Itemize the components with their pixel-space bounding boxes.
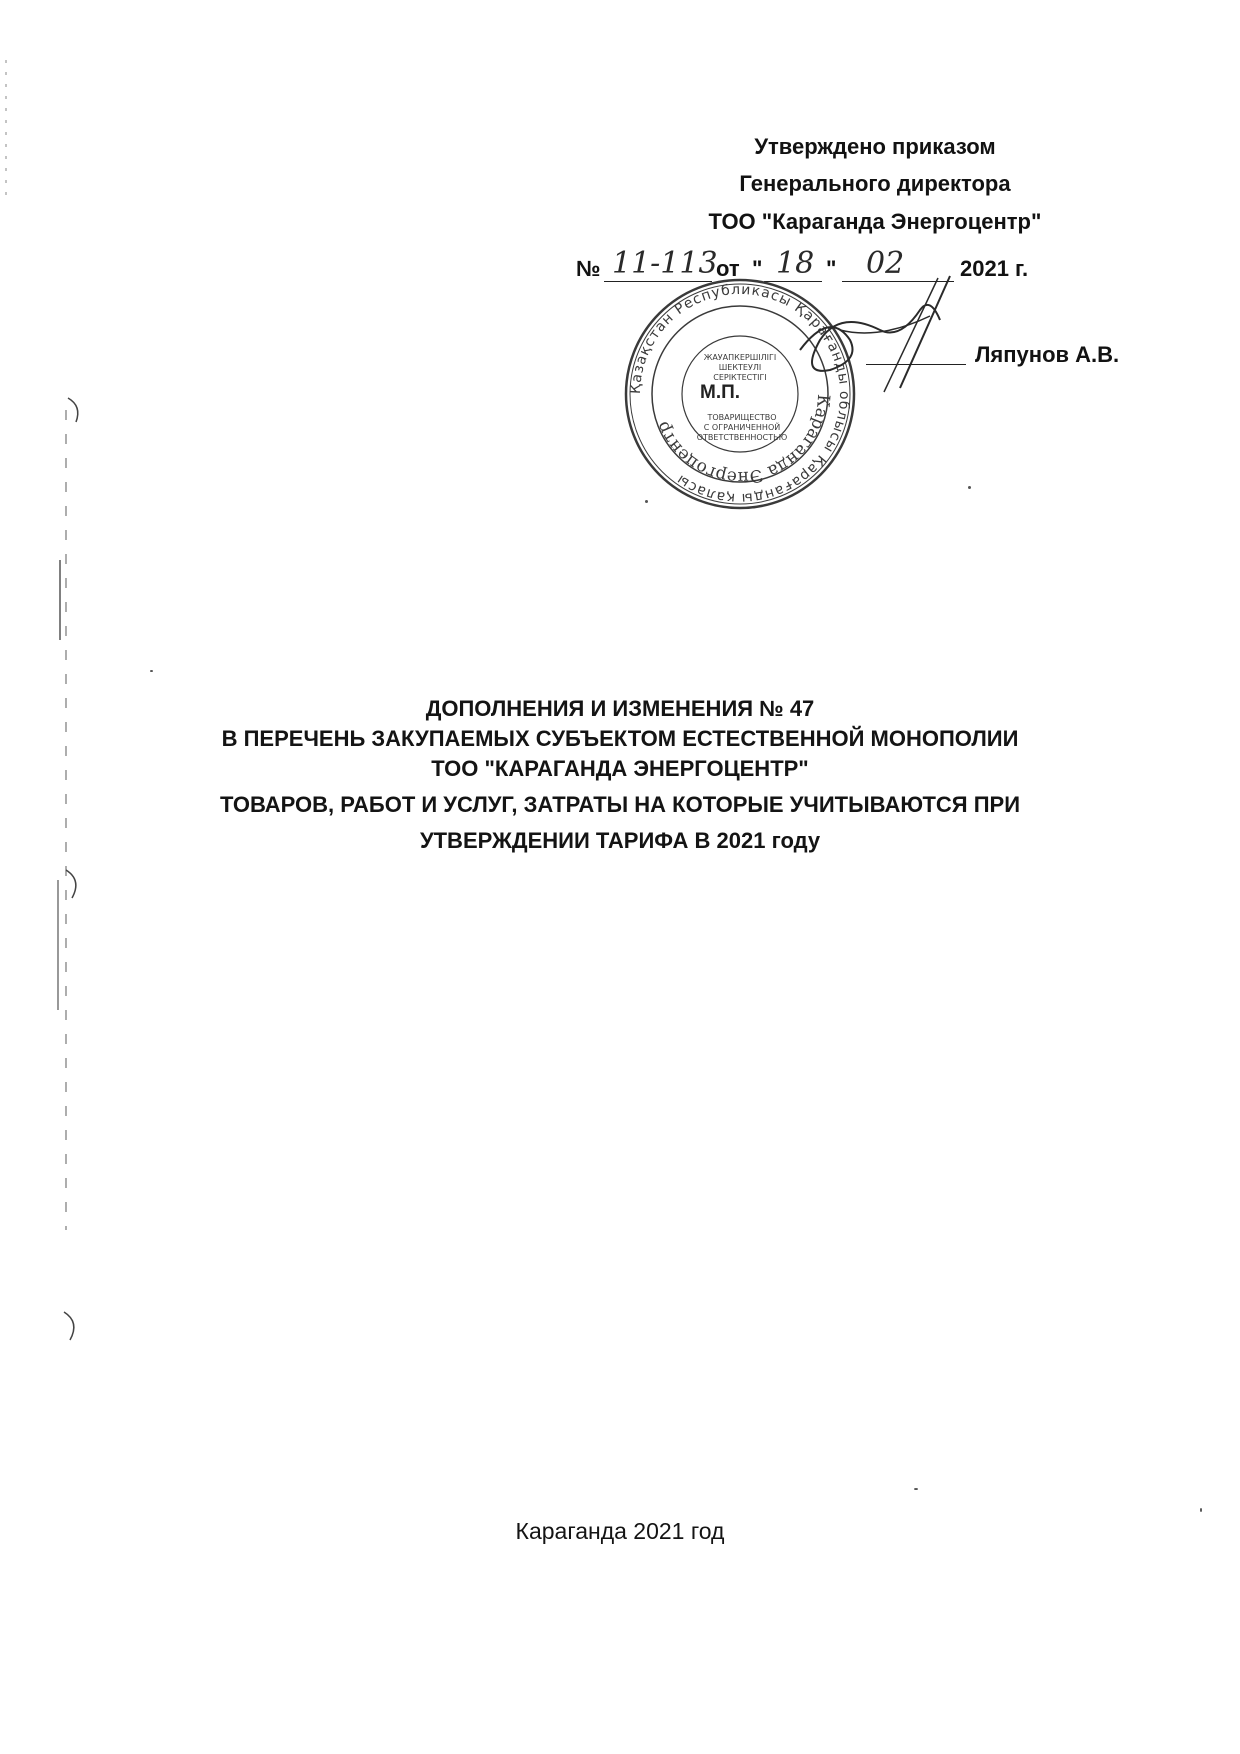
scan-speck: [150, 670, 153, 672]
svg-text:С ОГРАНИЧЕННОЙ: С ОГРАНИЧЕННОЙ: [703, 423, 781, 432]
svg-text:Қазақстан Республикасы Қараған: Қазақстан Республикасы Қарағанды облысы Қарағанды қаласы: [627, 281, 853, 507]
scan-speck: [914, 1488, 918, 1490]
scan-speck: [1200, 1508, 1202, 1512]
day-handwritten: 18: [776, 246, 815, 281]
stamp-mp-label: М.П.: [700, 382, 741, 403]
signer-name: Ляпунов А.В.: [975, 342, 1120, 367]
order-number-sign: №: [576, 256, 601, 281]
order-line: № 11-113 от " 18 " 02 2021 г.: [576, 246, 1029, 281]
approval-line-3: ТОО "Караганда Энергоцентр": [708, 209, 1042, 234]
signature-underline: [866, 364, 966, 365]
svg-text:Караганда Энергоцентр: Караганда Энергоцентр: [652, 393, 834, 488]
director-signature: [780, 270, 980, 400]
approval-line-2: Генерального директора: [739, 171, 1011, 196]
svg-text:СЕРІКТЕСТІГІ: СЕРІКТЕСТІГІ: [713, 373, 767, 382]
scan-edge-artifacts: [0, 0, 120, 1754]
scan-speck: [968, 486, 971, 489]
svg-text:ШЕКТЕУЛІ: ШЕКТЕУЛІ: [718, 363, 762, 372]
month-handwritten: 02: [866, 246, 905, 281]
order-from-label: от: [716, 256, 740, 281]
approval-line-1: Утверждено приказом: [754, 134, 996, 159]
title-line-3: ТОО "КАРАГАНДА ЭНЕРГОЦЕНТР": [431, 756, 809, 781]
title-line-2: В ПЕРЕЧЕНЬ ЗАКУПАЕМЫХ СУБЪЕКТОМ ЕСТЕСТВЕННОЙ МОНОПОЛИИ: [221, 726, 1019, 751]
order-year: 2021 г.: [960, 256, 1029, 281]
title-line-4: ТОВАРОВ, РАБОТ И УСЛУГ, ЗАТРАТЫ НА КОТОРЫЕ УЧИТЫВАЮТСЯ ПРИ: [219, 792, 1021, 817]
footer-city-year: Караганда 2021 год: [515, 1518, 725, 1544]
svg-text:ТОВАРИЩЕСТВО: ТОВАРИЩЕСТВО: [707, 413, 777, 422]
title-line-5: УТВЕРЖДЕНИИ ТАРИФА В 2021 году: [419, 828, 821, 853]
order-number-handwritten: 11-113: [612, 246, 718, 281]
scan-speck: [645, 500, 648, 503]
svg-text:ОТВЕТСТВЕННОСТЬЮ: ОТВЕТСТВЕННОСТЬЮ: [696, 433, 788, 442]
title-line-1: ДОПОЛНЕНИЯ И ИЗМЕНЕНИЯ № 47: [425, 696, 815, 721]
svg-text:ЖАУАПКЕРШІЛІГІ: ЖАУАПКЕРШІЛІГІ: [703, 353, 777, 362]
